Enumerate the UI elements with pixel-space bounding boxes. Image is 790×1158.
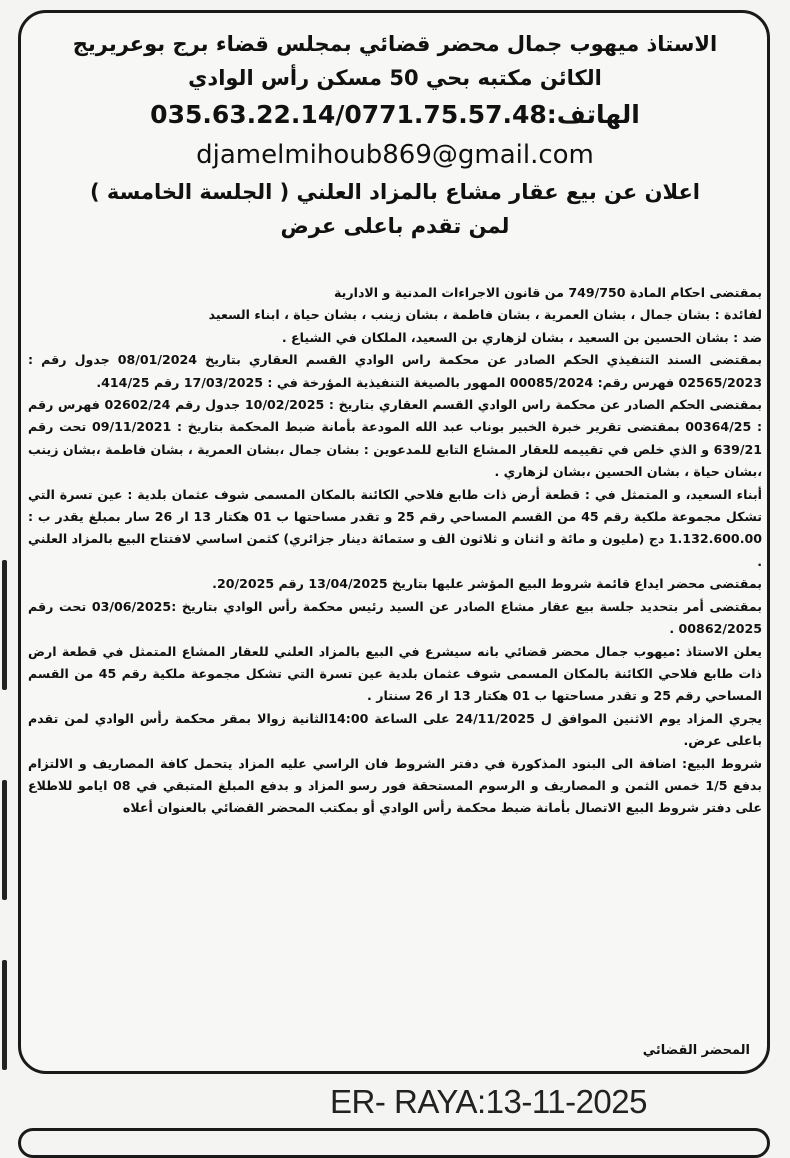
newspaper-date-footer: ER- RAYA:13-11-2025 xyxy=(330,1083,647,1120)
notice-title: اعلان عن بيع عقار مشاع بالمزاد العلني ( الجلسة الخامسة ) xyxy=(89,180,700,204)
bailiff-name-line: الاستاذ ميهوب جمال محضر قضائي بمجلس قضاء برج بوعريريج xyxy=(72,32,718,56)
paragraph-beneficiaries: لفائدة : بشان جمال ، بشان العمرية ، بشان فاطمة ، بشان زينب ، بشان حياة ، ابناء السعيد xyxy=(208,307,762,323)
paragraph-session-order: بمقتضى أمر بتحديد جلسة بيع عقار مشاع الصادر عن السيد رئيس محكمة رأس الوادي بتاريخ :03/06/2025 تحت رقم 00862/2025 . xyxy=(28,598,763,637)
email-line: djamelmihoub869@gmail.com xyxy=(196,140,594,170)
scan-edge-mark xyxy=(2,560,7,690)
notice-subtitle: لمن تقدم باعلى عرض xyxy=(280,214,510,238)
paragraph-judgment-expertise: بمقتضى الحكم الصادر عن محكمة راس الوادي القسم العقاري بتاريخ : 10/02/2025 جدول رقم 02602/24 فهرس رقم : 00364/25 بمقتضى تقرير خبرة الخبير بوناب عبد الله المودعة بأمانة ضبط المحكمة بتاريخ : 09/11/2021 تحت رقم 639/21 و الذي خلص في تقييمه للعقار المشاع التابع للمدعوين : بشان جمال ،بشان العمرية ، بشان فاطمة ،بشان زينب ،بشان حياة ، بشان الحسين ،بشان لزهاري . xyxy=(28,397,763,480)
paragraph-sale-conditions: شروط البيع: اضافة الى البنود المذكورة في دفتر الشروط فان الراسي عليه المزاد يتحمل كافة المصاريف و الالتزام بدفع 1/5 خمس الثمن و المصاريف و الرسوم المستحقة فور رسو المزاد و بدفع المبلغ المتبقي في 08 ايامو للاطلاع على دفتر شروط البيع الاتصال بأمانة ضبط محكمة رأس الوادي أو بمكتب المحضر القضائي بالعنوان أعلاه xyxy=(28,755,762,816)
paragraph-executive-title: بمقتضى السند التنفيذي الحكم الصادر عن محكمة راس الوادي القسم العقاري بتاريخ 08/01/2024 جدول رقم : 02565/2023 فهرس رقم: 00085/2024 المهور بالصيغة التنفيذية المؤرخة في : 17/03/2025 رقم 414/25. xyxy=(28,352,762,390)
paragraph-against: ضد : بشان الحسين بن السعيد ، بشان لزهاري بن السعيد، الملكان في الشياع . xyxy=(281,329,762,345)
next-notice-frame-edge xyxy=(18,1128,770,1158)
phone-line: الهاتف:035.63.22.14/0771.75.57.48 xyxy=(150,100,640,129)
signature: المحضر القضائي xyxy=(642,1043,750,1058)
paragraph-conditions-deposit: بمقتضى محضر ايداع قائمة شروط البيع المؤشر عليها بتاريخ 13/04/2025 رقم 20/2025. xyxy=(212,576,762,592)
paragraph-legal-basis: بمقتضى احكام المادة 749/750 من قانون الاجراءات المدنية و الادارية xyxy=(334,285,762,300)
notice-header xyxy=(47,27,743,243)
notice-body xyxy=(28,282,762,820)
scan-edge-mark xyxy=(2,960,7,1070)
paragraph-announcement: يعلن الاستاذ :ميهوب جمال محضر قضائي بانه سيشرع في البيع بالمزاد العلني للعقار المشاع المتمثل في قطعة ارض ذات طابع فلاحي الكائنة بالمكان المسمى شوف عثمان بلدية عين تسرة التي تشكل مجموعة ملكية رقم 45 من القسم المساحي رقم 25 و تقدر مساحتها ب 01 هكتار 13 ار 26 سنتار . xyxy=(28,643,762,704)
office-address-line: الكائن مكتبه بحي 50 مسكن رأس الوادي xyxy=(188,66,602,90)
scan-edge-mark xyxy=(2,780,7,900)
paragraph-property-description: أبناء السعيد، و المتمثل في : قطعة أرض ذات طابع فلاحي الكائنة بالمكان المسمى شوف عثمان بلدية : عين تسرة التي تشكل مجموعة ملكية رقم 45 من القسم المساحي رقم 25 و تقدر مساحتها ب 01 هكتار 13 ار 26 سار بمبلغ يقدر ب : 1.132.600.00 دج (مليون و مائة و اثنان و ثلاثون الف و ستمائة دينار جزائري) كثمن اساسي لافتتاح البيع بالمزاد العلني . xyxy=(28,486,763,569)
paragraph-auction-date: يجري المزاد يوم الاثنين الموافق ل 24/11/2025 على الساعة 14:00الثانية زوالا بمقر محكمة رأس الوادي لمن تقدم باعلى عرض. xyxy=(28,710,763,749)
